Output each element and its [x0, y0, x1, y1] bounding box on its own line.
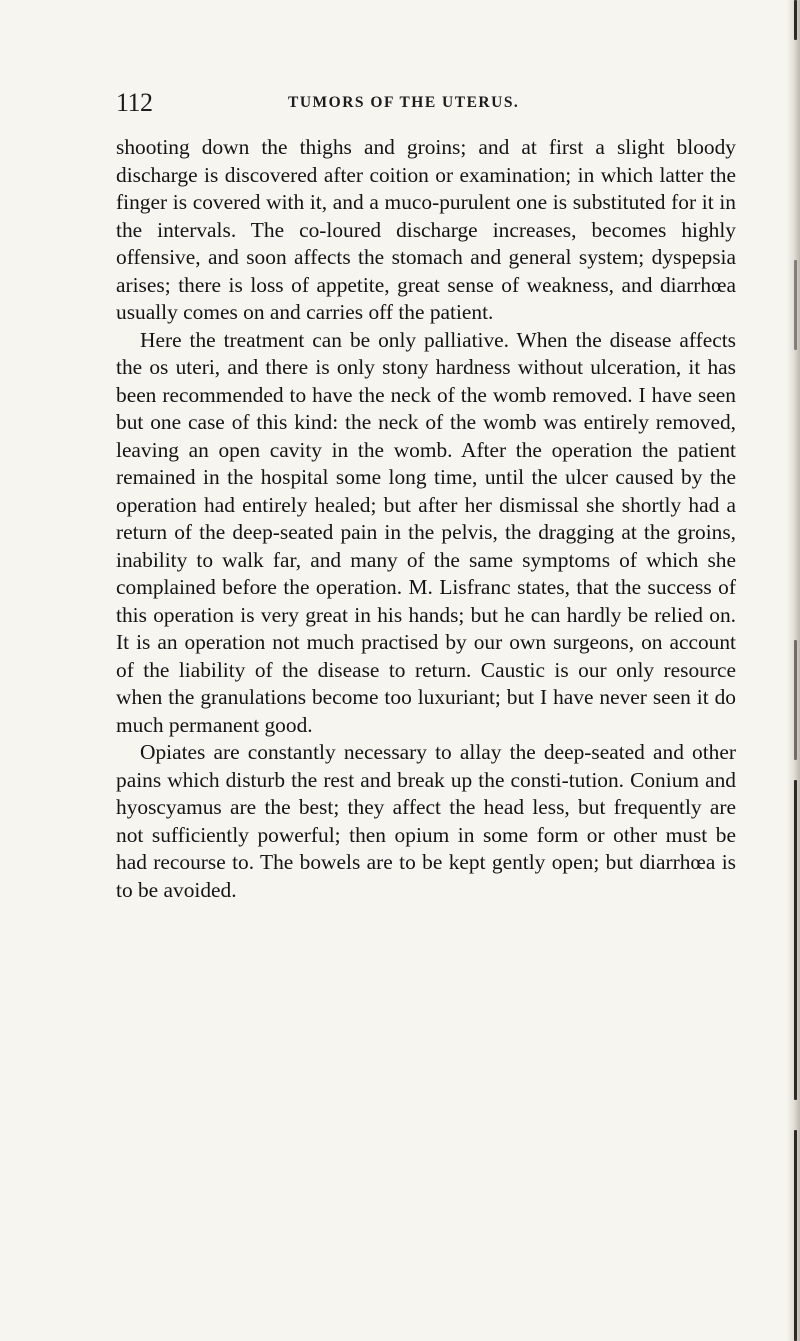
paragraph-2: Here the treatment can be only palliative. When the disease affects the os uteri, and there is only stony hardness without ulceration, it has been recommended to have the neck of the womb removed. I have seen but one case of this kind: the neck of the womb was entirely removed, leaving an open cavity in the womb. After the operation the patient remained in the hospital some long time, until the ulcer caused by the operation had entirely healed; but after her dismissal she shortly had a return of the deep-seated pain in the pelvis, the dragging at the groins, inability to walk far, and many of the same symptoms of which she complained before the operation. M. Lisfranc states, that the success of this operation is very great in his hands; but he can hardly be relied on. It is an operation not much practised by our own surgeons, on account of the liability of the disease to return. Caustic is our only resource when the granulations become too luxuriant; but I have never seen it do much permanent good.	[116, 327, 736, 737]
page-edge-mark	[794, 260, 797, 350]
page-edge-mark	[794, 780, 797, 1100]
page-edge-mark	[794, 0, 797, 40]
running-head	[116, 88, 736, 118]
body-text	[116, 134, 736, 904]
page-edge-mark	[794, 640, 797, 760]
paragraph-1: shooting down the thighs and groins; and at first a slight bloody discharge is discovered after coition or examination; in which latter the finger is covered with it, and a muco-purulent one is substituted for it in the intervals. The co-loured discharge increases, becomes highly offensive, and soon affects the stomach and general system; dyspepsia arises; there is loss of appetite, great sense of weakness, and diarrhœa usually comes on and carries off the patient.	[116, 135, 736, 324]
paragraph-3: Opiates are constantly necessary to allay the deep-seated and other pains which disturb the rest and break up the consti-tution. Conium and hyoscyamus are the best; they affect the head less, but frequently are not sufficiently powerful; then opium in some form or other must be had recourse to. The bowels are to be kept gently open; but diarrhœa is to be avoided.	[116, 740, 736, 902]
page-number: 112	[116, 88, 153, 117]
running-head-title: TUMORS OF THE UTERUS.	[288, 94, 520, 111]
page-edge-mark	[794, 1130, 797, 1341]
page-edge-shadow	[786, 0, 800, 1341]
